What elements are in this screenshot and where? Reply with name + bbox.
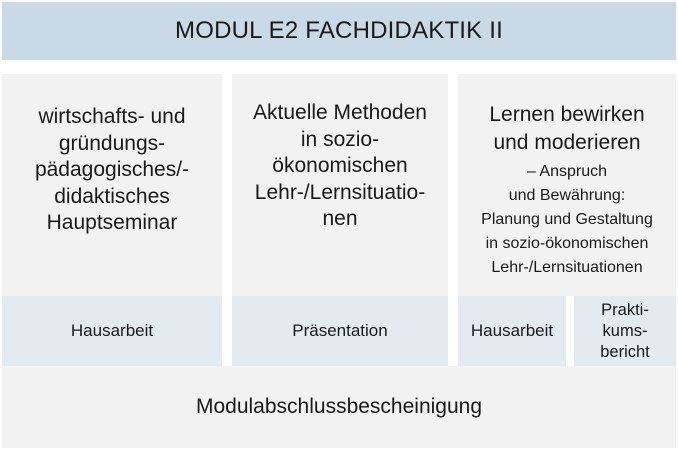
exam-label: Hausarbeit (470, 321, 554, 340)
module-certificate (2, 366, 676, 448)
seminar-column-2 (232, 74, 448, 296)
exam-label-line: Prakti- (601, 300, 649, 319)
exam-label: Präsentation (292, 321, 388, 340)
subtitle-line: Lehr-/Lernsituationen (491, 259, 643, 276)
title-line: ökonomischen (272, 154, 408, 177)
title-line: Lernen bewirken (489, 103, 645, 126)
title-line: wirtschafts- und (38, 105, 186, 128)
subtitle-line: und Bewährung: (508, 187, 626, 204)
exam-praesentation (232, 296, 448, 366)
title-line: in sozio- (300, 127, 380, 151)
module-header (2, 2, 676, 60)
exam-label-line: kums- (602, 321, 648, 340)
title-line: didaktisches (54, 184, 170, 208)
seminar-2-title (232, 100, 448, 233)
subtitle-line: Planung und Gestaltung (481, 211, 653, 228)
exam-hausarbeit-2 (458, 296, 566, 366)
title-line: Aktuelle Methoden (253, 101, 427, 124)
title-line: und moderieren (493, 131, 641, 154)
certificate-label: Modulabschlussbescheinigung (195, 395, 483, 418)
title-line: gründungs- (58, 131, 166, 155)
subtitle-line: – Anspruch (526, 163, 608, 180)
title-line: Lehr-/Lernsituatio- (254, 180, 426, 204)
exam-label-line: bericht (600, 342, 650, 361)
exam-hausarbeit-1 (2, 296, 222, 366)
seminar-3-title (458, 101, 676, 157)
module-title: MODUL E2 FACHDIDAKTIK II (175, 17, 503, 44)
seminar-column-3 (458, 74, 676, 296)
seminar-1-title (2, 104, 222, 237)
title-line: nen (322, 207, 358, 230)
exam-praktikumsbericht (574, 296, 676, 366)
exam-label: Hausarbeit (70, 321, 154, 340)
title-line: pädagogisches/- (34, 158, 190, 181)
seminar-column-1 (2, 74, 222, 296)
title-line: Hauptseminar (46, 211, 178, 234)
subtitle-line: in sozio-ökonomischen (485, 235, 649, 252)
seminar-3-subtitle (458, 160, 676, 280)
